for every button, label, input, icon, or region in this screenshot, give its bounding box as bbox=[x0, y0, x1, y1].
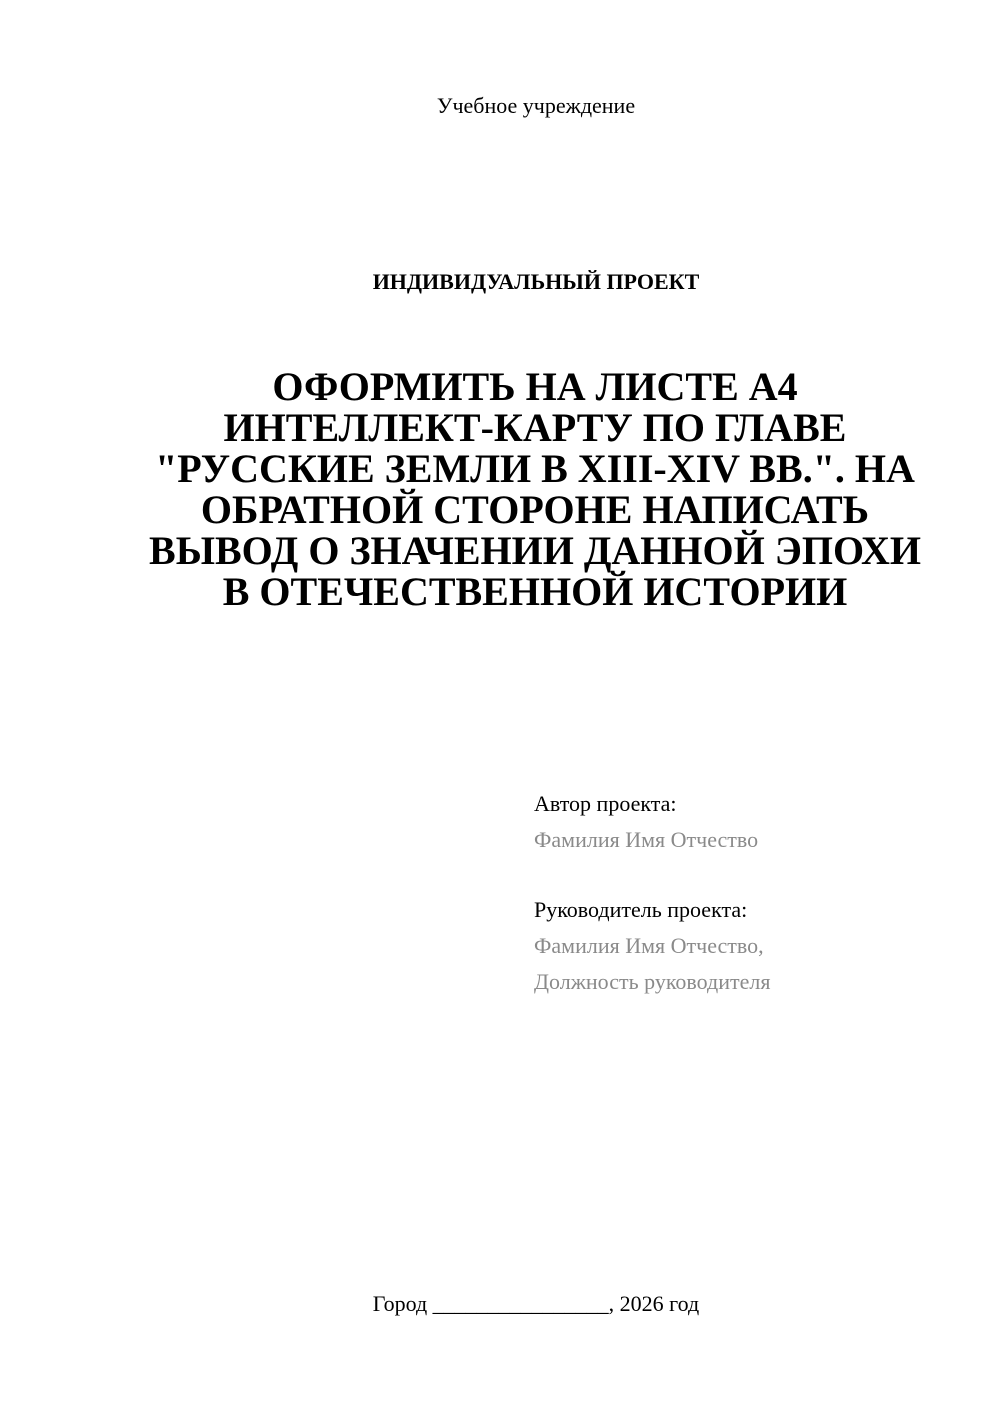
project-type-heading: ИНДИВИДУАЛЬНЫЙ ПРОЕКТ bbox=[372, 269, 700, 294]
project-title-line: ИНТЕЛЛЕКТ-КАРТУ ПО ГЛАВЕ bbox=[223, 405, 847, 450]
city-year-footer: Город ________________, 2026 год bbox=[372, 1291, 700, 1316]
project-title-line: ВЫВОД О ЗНАЧЕНИИ ДАННОЙ ЭПОХИ bbox=[149, 528, 921, 573]
project-title-line: ОБРАТНОЙ СТОРОНЕ НАПИСАТЬ bbox=[200, 487, 870, 532]
supervisor-position: Должность руководителя bbox=[534, 969, 771, 994]
supervisor-label: Руководитель проекта: bbox=[534, 897, 748, 922]
project-title-line: "РУССКИЕ ЗЕМЛИ В XIII-XIV ВВ.". НА bbox=[155, 446, 915, 491]
project-title-line: В ОТЕЧЕСТВЕННОЙ ИСТОРИИ bbox=[222, 569, 848, 614]
institution-name: Учебное учреждение bbox=[436, 93, 636, 118]
author-label: Автор проекта: bbox=[534, 791, 677, 816]
project-title bbox=[130, 366, 940, 612]
project-title-line: ОФОРМИТЬ НА ЛИСТЕ А4 bbox=[272, 364, 798, 409]
spacer bbox=[534, 858, 974, 892]
supervisor-name: Фамилия Имя Отчество, bbox=[534, 933, 764, 958]
author-name: Фамилия Имя Отчество bbox=[534, 827, 759, 852]
people-block bbox=[534, 786, 974, 1000]
